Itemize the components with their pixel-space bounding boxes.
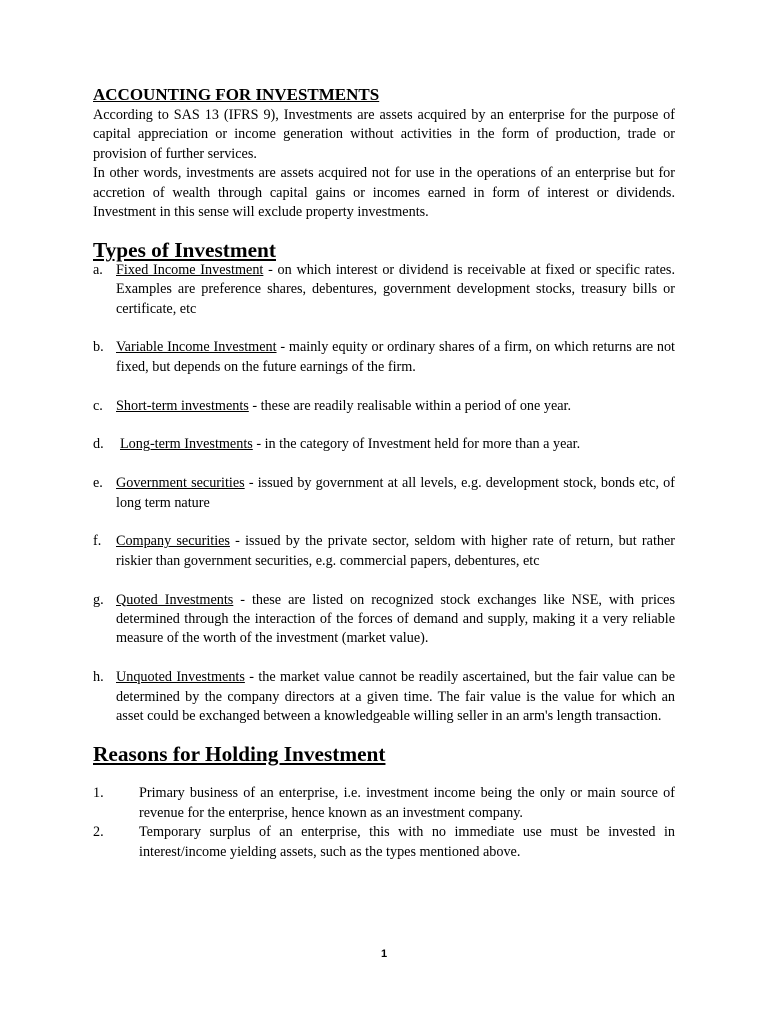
list-item [93, 532, 675, 571]
list-item [93, 435, 675, 454]
reason-text: Primary business of an enterprise, i.e. investment income being the only or main source of revenue for the enterprise, hence known as an investment company. [139, 785, 675, 821]
reason-text: Temporary surplus of an enterprise, this with no immediate use must be invested in interest/income yielding assets, such as the types mentioned above. [139, 824, 675, 860]
document-title: ACCOUNTING FOR INVESTMENTS [93, 85, 380, 104]
types-heading: Types of Investment [93, 238, 276, 263]
list-marker: c. [93, 397, 103, 414]
intro-paragraph-1: According to SAS 13 (IFRS 9), Investments are assets acquired by an enterprise for the purpose of capital appreciation or income generation without activities in the form of production, trade or provision of further services. [93, 107, 675, 162]
list-item [93, 668, 675, 726]
list-marker: f. [93, 533, 102, 550]
list-item [93, 474, 675, 513]
list-item [93, 338, 675, 377]
list-marker: e. [93, 475, 103, 492]
types-list [93, 261, 675, 727]
type-term: Quoted Investments [116, 591, 234, 608]
type-term: Unquoted Investments [116, 669, 245, 686]
list-marker: g. [93, 591, 104, 608]
list-marker: 1. [93, 785, 104, 802]
type-term: Variable Income Investment [116, 339, 277, 356]
type-term: Government securities [116, 475, 245, 492]
list-marker: b. [93, 339, 104, 356]
type-description: - these are listed on recognized stock exchanges like NSE, with prices determined through the interaction of the forces of demand and supply, making it a very reliable measure of the worth of the investment (market value). [116, 591, 675, 647]
list-item [93, 397, 675, 416]
list-item [93, 591, 675, 649]
list-item [93, 784, 675, 823]
type-term: Long-term Investments [120, 436, 253, 453]
type-term: Company securities [116, 533, 230, 550]
list-marker: h. [93, 669, 104, 686]
type-term: Fixed Income Investment [116, 261, 264, 278]
reasons-heading: Reasons for Holding Investment [93, 742, 386, 767]
type-description: - mainly equity or ordinary shares of a firm, on which returns are not fixed, but depends on the future earnings of the firm. [116, 339, 675, 375]
type-description: - these are readily realisable within a period of one year. [248, 397, 572, 414]
type-description: - in the category of Investment held for more than a year. [252, 436, 581, 453]
list-marker: a. [93, 261, 103, 278]
document-body [93, 84, 675, 862]
type-description: - the market value cannot be readily ascertained, but the fair value can be determined by the company directors at a given time. The fair value is the value for which an asset could be exchanged between a knowledgeable willing seller in an arm's length transaction. [116, 669, 676, 725]
type-description: - issued by government at all levels, e.g. development stock, bonds etc, of long term nature [116, 475, 675, 511]
list-item [93, 261, 675, 319]
page-number: 1 [380, 948, 388, 960]
intro-paragraph-2: In other words, investments are assets acquired not for use in the operations of an enterprise but for accretion of wealth through capital gains or incomes earned in form of interest or dividends. Investment in this sense will exclude property investments. [93, 165, 675, 221]
type-term: Short-term investments [116, 397, 249, 414]
reasons-list [93, 784, 675, 862]
type-description: - on which interest or dividend is receivable at fixed or specific rates. Examples are preference shares, debentures, government development stocks, treasury bills or certificate, etc [116, 261, 675, 317]
type-description: - issued by the private sector, seldom with higher rate of return, but rather riskier than government securities, e.g. commercial papers, debentures, etc [116, 533, 676, 569]
list-item [93, 823, 675, 862]
list-marker: 2. [93, 824, 104, 841]
list-marker: d. [93, 436, 104, 453]
